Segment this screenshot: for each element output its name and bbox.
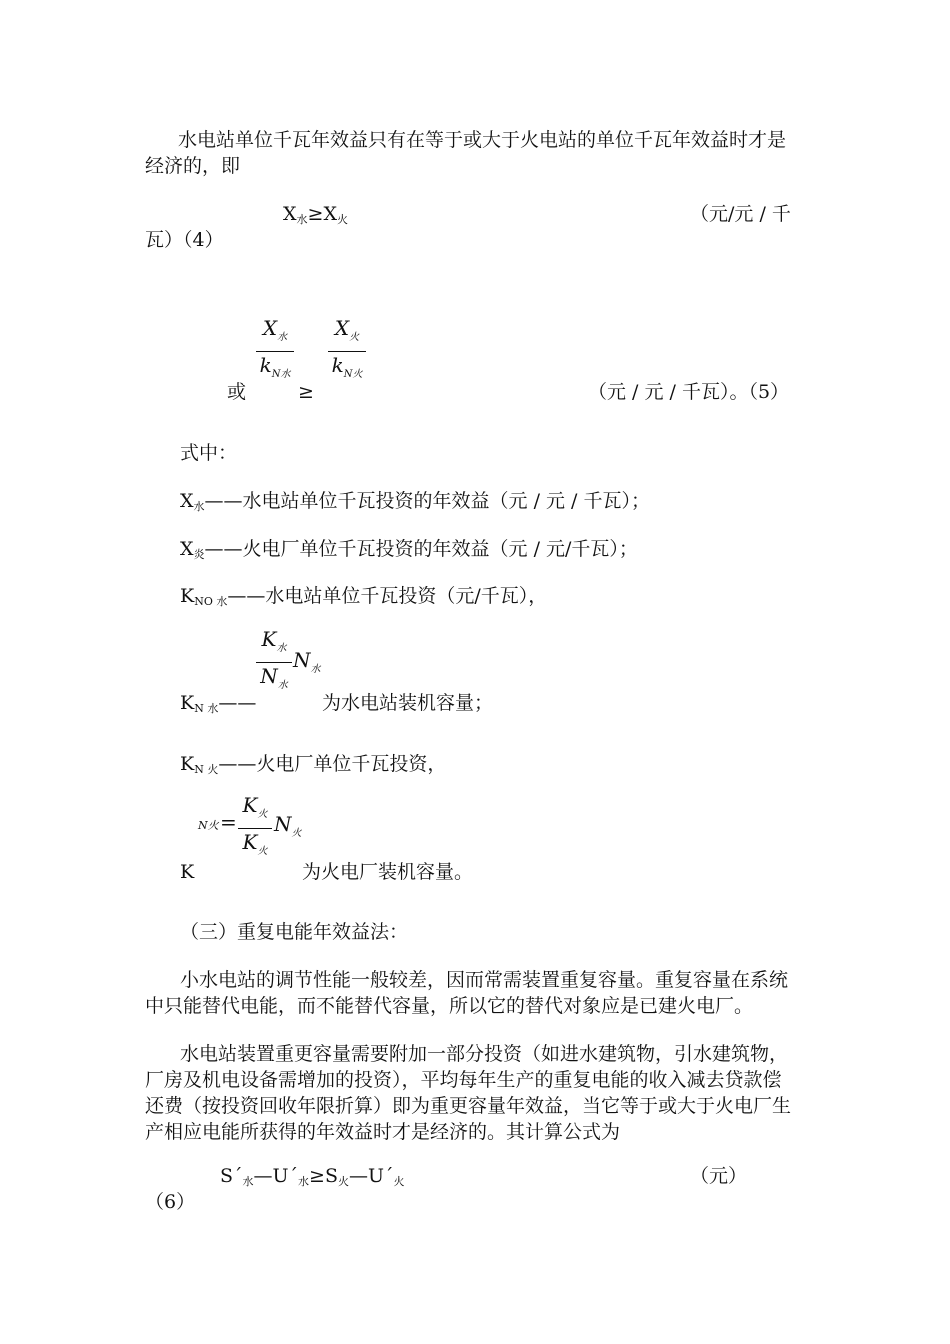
para3-line4: 产相应电能所获得的年效益时才是经济的。其计算公式为 bbox=[145, 1121, 621, 1143]
para2-line1: 小水电站的调节性能一般较差，因而常需装置重复容量。重复容量在系统 bbox=[180, 969, 789, 991]
def-kn-thermal-eq: = bbox=[220, 810, 237, 834]
para1-line1: 水电站单位千瓦年效益只有在等于或大于火电站的单位千瓦年效益时才是 bbox=[178, 129, 787, 151]
defs-intro: 式中： bbox=[180, 442, 238, 464]
def-kn-thermal-lhs: N火 bbox=[198, 819, 219, 832]
def-kn-thermal-tail: $N_火$ bbox=[274, 812, 302, 839]
para2-line2: 中只能替代电能，而不能替代容量，所以它的替代对象应是已建火电厂。 bbox=[145, 995, 754, 1017]
para3-line1: 水电站装置重更容量需要附加一部分投资（如进水建筑物，引水建筑物， bbox=[180, 1043, 789, 1065]
eq5-fraction-hydro: $X_水$ $k_{N水}$ bbox=[256, 317, 294, 386]
equation-4-unit: （元/元 / 千 bbox=[690, 203, 791, 225]
para3-line2: 厂房及机电设备需增加的投资），平均每年生产的重复电能的收入减去贷款偿 bbox=[145, 1069, 782, 1091]
def-kn-hydro-text: 为水电站装机容量； bbox=[322, 692, 494, 714]
equation-6-number: （6） bbox=[145, 1191, 196, 1213]
def-kn-thermal-text: 为火电厂装机容量。 bbox=[302, 861, 474, 883]
equation-6: S´水—U´水≥S火—U´火 bbox=[220, 1165, 405, 1188]
def-kn-hydro: KN 水—— bbox=[180, 692, 257, 715]
eq5-geq: ≥ bbox=[298, 381, 314, 403]
def-k-hydro: KNO 水——水电站单位千瓦投资（元/千瓦）， bbox=[180, 585, 548, 608]
equation-6-unit: （元） bbox=[690, 1165, 748, 1187]
def-x-hydro: X水——水电站单位千瓦投资的年效益（元 / 元 / 千瓦）； bbox=[180, 490, 650, 513]
equation-4: X水≥X火 bbox=[283, 203, 348, 226]
eq5-fraction-thermal: $X_火$ $k_{N火}$ bbox=[328, 317, 366, 386]
def-x-thermal: X炎——火电厂单位千瓦投资的年效益（元 / 元/千瓦）； bbox=[180, 538, 638, 561]
section-heading: （三）重复电能年效益法： bbox=[180, 921, 409, 943]
eq5-or: 或 bbox=[227, 381, 247, 403]
def-kn-thermal-sym: K bbox=[180, 861, 195, 883]
def-kn-hydro-fraction: $K_水$ $N_水$ bbox=[256, 628, 292, 697]
def-kn-thermal: KN 火——火电厂单位千瓦投资， bbox=[180, 753, 447, 776]
para3-line3: 还费（按投资回收年限折算）即为重更容量年效益，当它等于或大于火电厂生 bbox=[145, 1095, 792, 1117]
equation-4-number: 瓦）（4） bbox=[145, 229, 224, 251]
def-kn-thermal-fraction: $K_火$ $K_火$ bbox=[238, 794, 272, 863]
eq5-unit: （元 / 元 / 千瓦）。（5） bbox=[588, 381, 790, 403]
para1-line2: 经济的，即 bbox=[145, 155, 241, 177]
def-kn-hydro-tail: $N_水$ bbox=[293, 648, 321, 675]
